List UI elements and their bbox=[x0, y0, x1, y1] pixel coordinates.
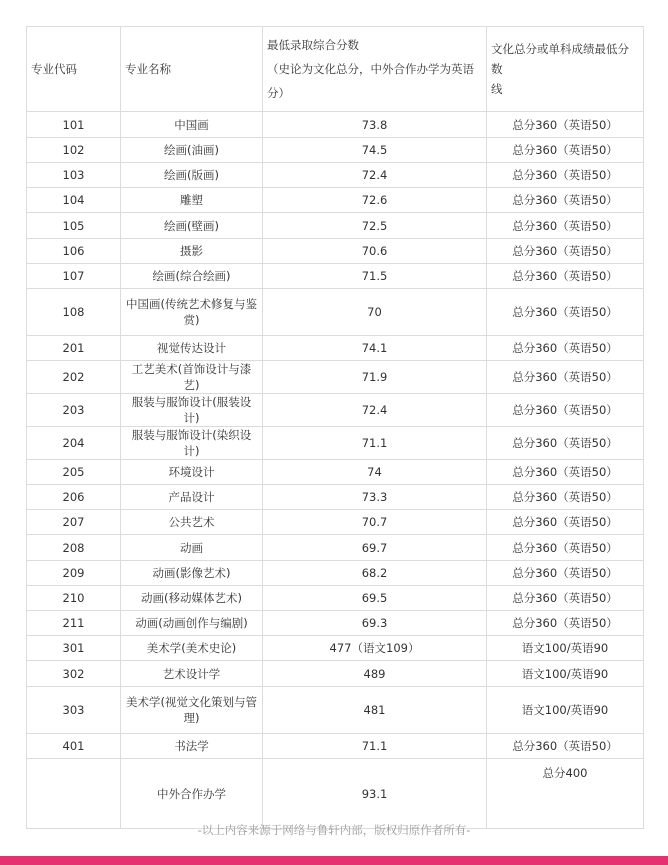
cell-name: 工艺美术(首饰设计与漆艺) bbox=[121, 361, 263, 394]
cell-culture: 总分360（英语50） bbox=[487, 561, 644, 586]
cell-name: 动画(移动媒体艺术) bbox=[121, 586, 263, 611]
table-row bbox=[27, 112, 644, 138]
admission-score-table bbox=[26, 26, 644, 829]
cell-code: 201 bbox=[27, 336, 121, 361]
header-culture-line2: 线 bbox=[491, 82, 503, 96]
cell-culture: 总分360（英语50） bbox=[487, 336, 644, 361]
cell-score: 72.6 bbox=[263, 188, 487, 213]
header-score-line1: 最低录取综合分数 bbox=[267, 38, 359, 52]
header-code: 专业代码 bbox=[27, 27, 121, 112]
cell-name: 产品设计 bbox=[121, 485, 263, 510]
cell-name: 绘画(油画) bbox=[121, 138, 263, 163]
cell-culture: 总分360（英语50） bbox=[487, 460, 644, 485]
cell-culture: 总分360（英语50） bbox=[487, 510, 644, 535]
cell-name: 雕塑 bbox=[121, 188, 263, 213]
cell-culture: 语文100/英语90 bbox=[487, 661, 644, 687]
header-culture bbox=[487, 27, 644, 112]
cell-culture: 总分360（英语50） bbox=[487, 734, 644, 759]
cell-name: 绘画(壁画) bbox=[121, 213, 263, 239]
cell-score: 71.1 bbox=[263, 427, 487, 460]
table-row bbox=[27, 661, 644, 687]
cell-culture: 总分360（英语50） bbox=[487, 112, 644, 138]
table-row bbox=[27, 759, 644, 829]
source-footer: -以上内容来源于网络与鲁轩内部，版权归原作者所有- bbox=[197, 823, 471, 837]
cell-score: 70 bbox=[263, 289, 487, 336]
cell-code: 106 bbox=[27, 239, 121, 264]
cell-name: 中外合作办学 bbox=[121, 759, 263, 829]
cell-score: 72.4 bbox=[263, 394, 487, 427]
cell-score: 71.1 bbox=[263, 734, 487, 759]
table-row bbox=[27, 188, 644, 213]
cell-score: 70.6 bbox=[263, 239, 487, 264]
cell-score: 74.1 bbox=[263, 336, 487, 361]
table-row bbox=[27, 460, 644, 485]
header-score bbox=[263, 27, 487, 112]
cell-code: 205 bbox=[27, 460, 121, 485]
cell-score: 71.9 bbox=[263, 361, 487, 394]
table-row bbox=[27, 138, 644, 163]
cell-score: 74 bbox=[263, 460, 487, 485]
table-row bbox=[27, 586, 644, 611]
cell-code: 101 bbox=[27, 112, 121, 138]
cell-name: 服装与服饰设计(染织设计) bbox=[121, 427, 263, 460]
cell-code: 211 bbox=[27, 611, 121, 636]
table-row bbox=[27, 361, 644, 394]
cell-name: 动画 bbox=[121, 535, 263, 561]
cell-culture: 总分360（英语50） bbox=[487, 361, 644, 394]
table-row bbox=[27, 264, 644, 289]
table-row bbox=[27, 510, 644, 535]
cell-culture: 总分400 bbox=[487, 759, 644, 829]
cell-culture: 总分360（英语50） bbox=[487, 535, 644, 561]
cell-score: 70.7 bbox=[263, 510, 487, 535]
header-score-line2: （史论为文化总分，中外合作办学为英语 bbox=[267, 62, 474, 76]
cell-culture: 语文100/英语90 bbox=[487, 636, 644, 661]
cell-code: 204 bbox=[27, 427, 121, 460]
cell-culture: 总分360（英语50） bbox=[487, 427, 644, 460]
cell-culture: 总分360（英语50） bbox=[487, 138, 644, 163]
cell-score: 69.5 bbox=[263, 586, 487, 611]
table-row bbox=[27, 213, 644, 239]
table-row bbox=[27, 163, 644, 188]
bottom-accent-bar bbox=[0, 856, 668, 865]
table-body bbox=[27, 112, 644, 829]
cell-code: 210 bbox=[27, 586, 121, 611]
cell-code: 202 bbox=[27, 361, 121, 394]
cell-code: 104 bbox=[27, 188, 121, 213]
cell-code: 207 bbox=[27, 510, 121, 535]
cell-code: 102 bbox=[27, 138, 121, 163]
table-row bbox=[27, 427, 644, 460]
cell-score: 71.5 bbox=[263, 264, 487, 289]
cell-code: 206 bbox=[27, 485, 121, 510]
header-culture-line1: 文化总分或单科成绩最低分数 bbox=[491, 42, 629, 76]
table-row bbox=[27, 636, 644, 661]
table-row bbox=[27, 687, 644, 734]
cell-score: 74.5 bbox=[263, 138, 487, 163]
cell-score: 68.2 bbox=[263, 561, 487, 586]
cell-culture: 语文100/英语90 bbox=[487, 687, 644, 734]
cell-code: 209 bbox=[27, 561, 121, 586]
cell-score: 477（语文109） bbox=[263, 636, 487, 661]
table-row bbox=[27, 561, 644, 586]
table-row bbox=[27, 336, 644, 361]
cell-culture: 总分360（英语50） bbox=[487, 188, 644, 213]
cell-code: 103 bbox=[27, 163, 121, 188]
cell-name: 摄影 bbox=[121, 239, 263, 264]
header-score-line3: 分） bbox=[267, 86, 290, 100]
cell-name: 公共艺术 bbox=[121, 510, 263, 535]
table-row bbox=[27, 611, 644, 636]
cell-culture: 总分360（英语50） bbox=[487, 264, 644, 289]
cell-score: 481 bbox=[263, 687, 487, 734]
cell-name: 书法学 bbox=[121, 734, 263, 759]
cell-code: 303 bbox=[27, 687, 121, 734]
cell-score: 69.3 bbox=[263, 611, 487, 636]
cell-name: 艺术设计学 bbox=[121, 661, 263, 687]
cell-name: 中国画(传统艺术修复与鉴赏) bbox=[121, 289, 263, 336]
cell-code: 208 bbox=[27, 535, 121, 561]
cell-culture: 总分360（英语50） bbox=[487, 163, 644, 188]
cell-code: 301 bbox=[27, 636, 121, 661]
cell-score: 72.4 bbox=[263, 163, 487, 188]
table-row bbox=[27, 485, 644, 510]
cell-code: 203 bbox=[27, 394, 121, 427]
cell-name: 服装与服饰设计(服装设计) bbox=[121, 394, 263, 427]
cell-culture: 总分360（英语50） bbox=[487, 586, 644, 611]
table-row bbox=[27, 289, 644, 336]
cell-score: 73.3 bbox=[263, 485, 487, 510]
cell-code: 302 bbox=[27, 661, 121, 687]
cell-name: 美术学(美术史论) bbox=[121, 636, 263, 661]
cell-score: 69.7 bbox=[263, 535, 487, 561]
table-row bbox=[27, 535, 644, 561]
cell-culture: 总分360（英语50） bbox=[487, 611, 644, 636]
cell-culture: 总分360（英语50） bbox=[487, 239, 644, 264]
cell-score: 489 bbox=[263, 661, 487, 687]
cell-name: 环境设计 bbox=[121, 460, 263, 485]
cell-culture: 总分360（英语50） bbox=[487, 289, 644, 336]
cell-culture: 总分360（英语50） bbox=[487, 394, 644, 427]
cell-culture: 总分360（英语50） bbox=[487, 485, 644, 510]
header-name: 专业名称 bbox=[121, 27, 263, 112]
cell-name: 中国画 bbox=[121, 112, 263, 138]
cell-name: 绘画(综合绘画) bbox=[121, 264, 263, 289]
cell-code: 105 bbox=[27, 213, 121, 239]
cell-name: 美术学(视觉文化策划与管理) bbox=[121, 687, 263, 734]
cell-name: 动画(动画创作与编剧) bbox=[121, 611, 263, 636]
cell-code bbox=[27, 759, 121, 829]
cell-name: 绘画(版画) bbox=[121, 163, 263, 188]
admission-table-container bbox=[26, 26, 643, 829]
cell-score: 73.8 bbox=[263, 112, 487, 138]
table-row bbox=[27, 394, 644, 427]
cell-code: 401 bbox=[27, 734, 121, 759]
cell-name: 视觉传达设计 bbox=[121, 336, 263, 361]
cell-score: 72.5 bbox=[263, 213, 487, 239]
table-header-row bbox=[27, 27, 644, 112]
cell-culture: 总分360（英语50） bbox=[487, 213, 644, 239]
cell-code: 108 bbox=[27, 289, 121, 336]
table-row bbox=[27, 239, 644, 264]
cell-name: 动画(影像艺术) bbox=[121, 561, 263, 586]
cell-code: 107 bbox=[27, 264, 121, 289]
cell-score: 93.1 bbox=[263, 759, 487, 829]
table-row bbox=[27, 734, 644, 759]
